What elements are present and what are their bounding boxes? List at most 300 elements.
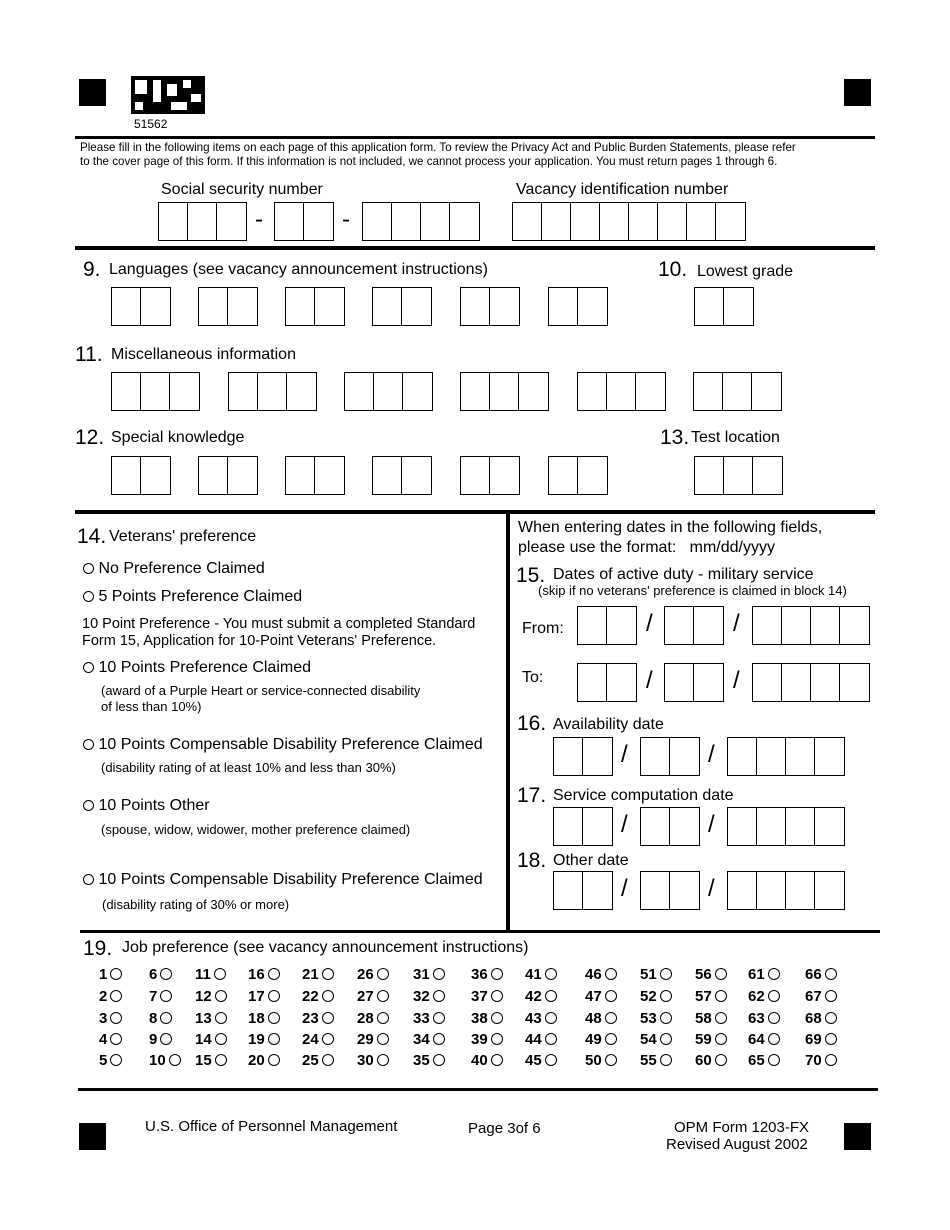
to-day-field[interactable]: [664, 663, 724, 702]
other-label: 10 Points Other: [98, 797, 210, 814]
job-choice-39[interactable]: [471, 1031, 503, 1048]
date-slash: /: [621, 811, 628, 838]
job-choice-label: 33: [413, 1010, 430, 1027]
q17-number: 17.: [517, 784, 547, 807]
job-choice-label: 36: [471, 966, 488, 983]
job-choice-63[interactable]: [748, 1010, 780, 1027]
radio-button[interactable]: [322, 968, 334, 980]
date-slash: /: [733, 667, 740, 694]
q11-label: Miscellaneous information: [111, 346, 296, 363]
radio-button[interactable]: [545, 1054, 557, 1066]
job-choice-label: 28: [357, 1010, 374, 1027]
job-choice-22[interactable]: [302, 988, 334, 1005]
radio-button[interactable]: [322, 1033, 334, 1045]
job-choice-48[interactable]: [585, 1010, 617, 1027]
job-choice-1[interactable]: [99, 966, 122, 983]
q18-number: 18.: [517, 849, 547, 872]
languages-field-1[interactable]: [111, 287, 171, 326]
job-choice-label: 42: [525, 988, 542, 1005]
radio-button[interactable]: [768, 968, 780, 980]
job-choice-27[interactable]: [357, 988, 389, 1005]
job-choice-64[interactable]: [748, 1031, 780, 1048]
other-date-day-field[interactable]: [640, 871, 700, 910]
job-choice-66[interactable]: [805, 966, 837, 983]
q17-label: Service computation date: [553, 787, 734, 804]
radio-button[interactable]: [660, 990, 672, 1002]
radio-button[interactable]: [825, 1033, 837, 1045]
job-choice-33[interactable]: [413, 1010, 445, 1027]
radio-button[interactable]: [545, 968, 557, 980]
radio-button[interactable]: [545, 1033, 557, 1045]
radio-button[interactable]: [715, 1033, 727, 1045]
job-choice-label: 61: [748, 966, 765, 983]
job-choice-54[interactable]: [640, 1031, 672, 1048]
radio-button[interactable]: [491, 1054, 503, 1066]
radio-button[interactable]: [660, 968, 672, 980]
radio-button[interactable]: [110, 1033, 122, 1045]
job-choice-69[interactable]: [805, 1031, 837, 1048]
job-choice-label: 69: [805, 1031, 822, 1048]
job-choice-6[interactable]: [149, 966, 172, 983]
job-choice-30[interactable]: [357, 1052, 389, 1069]
radio-button[interactable]: [83, 874, 94, 885]
job-choice-label: 57: [695, 988, 712, 1005]
job-choice-23[interactable]: [302, 1010, 334, 1027]
radio-button[interactable]: [322, 1012, 334, 1024]
availability-day-field[interactable]: [640, 737, 700, 776]
languages-field-5[interactable]: [460, 287, 520, 326]
radio-button[interactable]: [768, 990, 780, 1002]
instructions-line-2: to the cover page of this form. If this information is not included, we cannot process your application. You must return pages 1 through 6.: [80, 155, 778, 168]
service-comp-month-field[interactable]: [553, 807, 613, 846]
footer-agency: U.S. Office of Personnel Management: [145, 1118, 398, 1135]
radio-button[interactable]: [83, 591, 94, 602]
job-choice-68[interactable]: [805, 1010, 837, 1027]
radio-button[interactable]: [83, 739, 94, 750]
radio-button[interactable]: [433, 968, 445, 980]
radio-button[interactable]: [377, 990, 389, 1002]
job-choice-3[interactable]: [99, 1010, 122, 1027]
date-format-intro-1: When entering dates in the following fields,: [518, 519, 823, 536]
radio-button[interactable]: [605, 1012, 617, 1024]
radio-button[interactable]: [268, 1012, 280, 1024]
misc-info-field-2[interactable]: [228, 372, 317, 411]
q13-label: Test location: [691, 429, 780, 446]
radio-button[interactable]: [768, 1033, 780, 1045]
job-choice-12[interactable]: [195, 988, 227, 1005]
job-choice-38[interactable]: [471, 1010, 503, 1027]
job-choice-67[interactable]: [805, 988, 837, 1005]
job-choice-9[interactable]: [149, 1031, 172, 1048]
languages-field-4[interactable]: [372, 287, 432, 326]
registration-mark: [79, 79, 106, 106]
radio-button[interactable]: [768, 1054, 780, 1066]
ssn-label: Social security number: [161, 181, 323, 198]
radio-button[interactable]: [605, 1033, 617, 1045]
misc-info-field-6[interactable]: [693, 372, 782, 411]
footer-form-name: OPM Form 1203-FX: [674, 1119, 810, 1136]
job-choice-36[interactable]: [471, 966, 503, 983]
radio-button[interactable]: [377, 1012, 389, 1024]
instructions-line-1: Please fill in the following items on each page of this application form. To review the Privacy Act and Public Burden Statements, please refer: [80, 141, 796, 154]
q12-label: Special knowledge: [111, 429, 245, 446]
job-choice-70[interactable]: [805, 1052, 837, 1069]
from-month-field[interactable]: [577, 606, 637, 645]
radio-button[interactable]: [433, 1033, 445, 1045]
from-year-field[interactable]: [752, 606, 870, 645]
special-knowledge-field-3[interactable]: [285, 456, 345, 495]
job-choice-label: 8: [149, 1010, 158, 1027]
job-choice-40[interactable]: [471, 1052, 503, 1069]
radio-button[interactable]: [110, 968, 122, 980]
vacancy-label: Vacancy identification number: [516, 181, 729, 198]
availability-month-field[interactable]: [553, 737, 613, 776]
job-choice-label: 20: [248, 1052, 265, 1069]
job-choice-label: 6: [149, 966, 158, 983]
job-choice-57[interactable]: [695, 988, 727, 1005]
q14-label: Veterans' preference: [109, 528, 257, 545]
job-choice-16[interactable]: [248, 966, 280, 983]
job-choice-label: 46: [585, 966, 602, 983]
radio-button[interactable]: [660, 1033, 672, 1045]
job-choice-26[interactable]: [357, 966, 389, 983]
divider: [75, 136, 875, 139]
q12-number: 12.: [75, 426, 105, 449]
job-choice-37[interactable]: [471, 988, 503, 1005]
job-choice-label: 24: [302, 1031, 319, 1048]
job-choice-label: 30: [357, 1052, 374, 1069]
radio-button[interactable]: [268, 990, 280, 1002]
job-choice-label: 2: [99, 988, 108, 1005]
compensable-low-option[interactable]: [83, 736, 483, 754]
job-choice-55[interactable]: [640, 1052, 672, 1069]
service-comp-year-field[interactable]: [727, 807, 845, 846]
radio-button[interactable]: [491, 968, 503, 980]
job-choice-label: 34: [413, 1031, 430, 1048]
job-choice-62[interactable]: [748, 988, 780, 1005]
ssn-field-part-2[interactable]: [274, 202, 334, 241]
date-slash: /: [646, 610, 653, 637]
date-format-intro-2: please use the format: mm/dd/yyyy: [518, 539, 775, 556]
compensable-high-option[interactable]: [83, 871, 483, 889]
special-knowledge-field-5[interactable]: [460, 456, 520, 495]
job-choice-label: 49: [585, 1031, 602, 1048]
job-choice-label: 29: [357, 1031, 374, 1048]
job-choice-45[interactable]: [525, 1052, 557, 1069]
special-knowledge-field-1[interactable]: [111, 456, 171, 495]
job-choice-label: 4: [99, 1031, 108, 1048]
job-choice-31[interactable]: [413, 966, 445, 983]
other-desc: (spouse, widow, widower, mother preference claimed): [101, 822, 411, 837]
radio-button[interactable]: [605, 990, 617, 1002]
special-knowledge-field-2[interactable]: [198, 456, 258, 495]
radio-button[interactable]: [215, 1012, 227, 1024]
q13-number: 13.: [660, 426, 690, 449]
divider: [75, 246, 875, 250]
job-choice-19[interactable]: [248, 1031, 280, 1048]
service-comp-day-field[interactable]: [640, 807, 700, 846]
misc-info-field-1[interactable]: [111, 372, 200, 411]
special-knowledge-field-4[interactable]: [372, 456, 432, 495]
job-choice-label: 37: [471, 988, 488, 1005]
radio-button[interactable]: [491, 1033, 503, 1045]
radio-button[interactable]: [715, 1054, 727, 1066]
radio-button[interactable]: [215, 1033, 227, 1045]
radio-button[interactable]: [660, 1012, 672, 1024]
job-choice-65[interactable]: [748, 1052, 780, 1069]
job-choice-29[interactable]: [357, 1031, 389, 1048]
job-choice-label: 44: [525, 1031, 542, 1048]
job-choice-label: 5: [99, 1052, 108, 1069]
five-points-option[interactable]: [83, 588, 302, 606]
radio-button[interactable]: [322, 1054, 334, 1066]
job-choice-label: 22: [302, 988, 319, 1005]
form-barcode: [131, 76, 205, 114]
radio-button[interactable]: [215, 990, 227, 1002]
job-choice-label: 65: [748, 1052, 765, 1069]
radio-button[interactable]: [83, 800, 94, 811]
no-preference-option[interactable]: [83, 560, 265, 578]
radio-button[interactable]: [83, 563, 94, 574]
ssn-field-part-1[interactable]: [158, 202, 247, 241]
date-slash: /: [708, 741, 715, 768]
q10-number: 10.: [658, 258, 688, 281]
from-label: From:: [522, 620, 564, 637]
radio-button[interactable]: [160, 968, 172, 980]
page-number: 3: [507, 1120, 516, 1137]
job-choice-43[interactable]: [525, 1010, 557, 1027]
radio-button[interactable]: [715, 968, 727, 980]
radio-button[interactable]: [491, 990, 503, 1002]
radio-button[interactable]: [160, 1033, 172, 1045]
job-choice-label: 13: [195, 1010, 212, 1027]
to-label: To:: [522, 669, 544, 686]
job-choice-21[interactable]: [302, 966, 334, 983]
job-choice-label: 14: [195, 1031, 212, 1048]
job-choice-label: 52: [640, 988, 657, 1005]
q14-number: 14.: [77, 525, 107, 548]
job-choice-32[interactable]: [413, 988, 445, 1005]
job-choice-7[interactable]: [149, 988, 172, 1005]
job-choice-14[interactable]: [195, 1031, 227, 1048]
job-choice-52[interactable]: [640, 988, 672, 1005]
compensable-high-desc: (disability rating of 30% or more): [102, 897, 290, 912]
job-choice-label: 12: [195, 988, 212, 1005]
job-choice-label: 41: [525, 966, 542, 983]
radio-button[interactable]: [825, 1054, 837, 1066]
radio-button[interactable]: [433, 1054, 445, 1066]
job-choice-label: 40: [471, 1052, 488, 1069]
radio-button[interactable]: [715, 1012, 727, 1024]
job-choice-8[interactable]: [149, 1010, 172, 1027]
job-choice-5[interactable]: [99, 1052, 122, 1069]
divider: [75, 510, 875, 514]
date-slash: /: [708, 811, 715, 838]
job-choice-label: 32: [413, 988, 430, 1005]
job-choice-label: 23: [302, 1010, 319, 1027]
q9-label: Languages (see vacancy announcement instructions): [109, 261, 488, 278]
job-choice-label: 25: [302, 1052, 319, 1069]
radio-button[interactable]: [660, 1054, 672, 1066]
vacancy-id-field[interactable]: [512, 202, 746, 241]
job-choice-41[interactable]: [525, 966, 557, 983]
q15-number: 15.: [516, 564, 546, 587]
job-choice-2[interactable]: [99, 988, 122, 1005]
job-choice-15[interactable]: [195, 1052, 227, 1069]
q15-note: (skip if no veterans' preference is claimed in block 14): [538, 583, 847, 598]
ten-points-option[interactable]: [83, 659, 311, 677]
radio-button[interactable]: [715, 990, 727, 1002]
job-choice-label: 16: [248, 966, 265, 983]
ssn-dash: -: [255, 206, 263, 233]
job-choice-label: 18: [248, 1010, 265, 1027]
job-choice-label: 50: [585, 1052, 602, 1069]
job-choice-label: 67: [805, 988, 822, 1005]
radio-button[interactable]: [268, 968, 280, 980]
job-choice-17[interactable]: [248, 988, 280, 1005]
radio-button[interactable]: [160, 1012, 172, 1024]
job-choice-10[interactable]: [149, 1052, 181, 1069]
radio-button[interactable]: [377, 968, 389, 980]
job-choice-18[interactable]: [248, 1010, 280, 1027]
job-choice-label: 59: [695, 1031, 712, 1048]
radio-button[interactable]: [268, 1033, 280, 1045]
radio-button[interactable]: [169, 1054, 181, 1066]
from-day-field[interactable]: [664, 606, 724, 645]
radio-button[interactable]: [825, 1012, 837, 1024]
job-choice-label: 64: [748, 1031, 765, 1048]
job-choice-label: 39: [471, 1031, 488, 1048]
radio-button[interactable]: [160, 990, 172, 1002]
radio-button[interactable]: [768, 1012, 780, 1024]
job-choice-44[interactable]: [525, 1031, 557, 1048]
job-choice-46[interactable]: [585, 966, 617, 983]
registration-mark: [79, 1123, 106, 1150]
radio-button[interactable]: [825, 990, 837, 1002]
page-suffix: of 6: [515, 1120, 541, 1137]
other-date-year-field[interactable]: [727, 871, 845, 910]
radio-button[interactable]: [268, 1054, 280, 1066]
job-choice-label: 62: [748, 988, 765, 1005]
radio-button[interactable]: [322, 990, 334, 1002]
job-choice-24[interactable]: [302, 1031, 334, 1048]
job-choice-59[interactable]: [695, 1031, 727, 1048]
compensable-high-label: 10 Points Compensable Disability Preference Claimed: [98, 871, 483, 888]
ten-point-note-2: Form 15, Application for 10-Point Veterans' Preference.: [82, 633, 437, 649]
radio-button[interactable]: [110, 1054, 122, 1066]
ten-points-label: 10 Points Preference Claimed: [98, 659, 312, 676]
job-choice-53[interactable]: [640, 1010, 672, 1027]
radio-button[interactable]: [83, 662, 94, 673]
compensable-low-label: 10 Points Compensable Disability Preference Claimed: [98, 736, 483, 753]
radio-button[interactable]: [605, 968, 617, 980]
misc-info-field-5[interactable]: [577, 372, 666, 411]
languages-field-2[interactable]: [198, 287, 258, 326]
job-choice-34[interactable]: [413, 1031, 445, 1048]
job-choice-label: 53: [640, 1010, 657, 1027]
ten-points-desc-1: (award of a Purple Heart or service-connected disability: [101, 683, 421, 698]
radio-button[interactable]: [433, 990, 445, 1002]
job-choice-4[interactable]: [99, 1031, 122, 1048]
other-option[interactable]: [83, 797, 210, 815]
job-choice-label: 63: [748, 1010, 765, 1027]
job-choice-label: 38: [471, 1010, 488, 1027]
job-choice-13[interactable]: [195, 1010, 227, 1027]
misc-info-field-3[interactable]: [344, 372, 433, 411]
no-preference-label: No Preference Claimed: [98, 560, 265, 577]
q9-number: 9.: [83, 258, 101, 281]
job-choice-label: 45: [525, 1052, 542, 1069]
job-choice-label: 56: [695, 966, 712, 983]
radio-button[interactable]: [214, 968, 226, 980]
misc-info-field-4[interactable]: [460, 372, 549, 411]
radio-button[interactable]: [110, 1012, 122, 1024]
q19-label: Job preference (see vacancy announcement instructions): [122, 939, 529, 956]
footer-revised: Revised August 2002: [666, 1136, 808, 1153]
registration-mark: [844, 1123, 871, 1150]
job-choice-56[interactable]: [695, 966, 727, 983]
ten-points-desc-2: of less than 10%): [101, 699, 202, 714]
other-date-month-field[interactable]: [553, 871, 613, 910]
q16-number: 16.: [517, 712, 547, 735]
job-choice-47[interactable]: [585, 988, 617, 1005]
radio-button[interactable]: [491, 1012, 503, 1024]
to-month-field[interactable]: [577, 663, 637, 702]
job-choice-58[interactable]: [695, 1010, 727, 1027]
job-choice-42[interactable]: [525, 988, 557, 1005]
q11-number: 11.: [75, 343, 103, 366]
radio-button[interactable]: [605, 1054, 617, 1066]
job-choice-28[interactable]: [357, 1010, 389, 1027]
radio-button[interactable]: [433, 1012, 445, 1024]
date-slash: /: [708, 875, 715, 902]
job-choice-label: 48: [585, 1010, 602, 1027]
job-choice-label: 35: [413, 1052, 430, 1069]
job-choice-51[interactable]: [640, 966, 672, 983]
to-year-field[interactable]: [752, 663, 870, 702]
special-knowledge-field-6[interactable]: [548, 456, 608, 495]
job-choice-49[interactable]: [585, 1031, 617, 1048]
job-choice-label: 54: [640, 1031, 657, 1048]
radio-button[interactable]: [825, 968, 837, 980]
job-choice-11[interactable]: [195, 966, 226, 983]
radio-button[interactable]: [215, 1054, 227, 1066]
job-choice-50[interactable]: [585, 1052, 617, 1069]
test-location-field[interactable]: [694, 456, 783, 495]
languages-field-3[interactable]: [285, 287, 345, 326]
languages-field-6[interactable]: [548, 287, 608, 326]
job-choice-label: 9: [149, 1031, 158, 1048]
page-prefix: Page: [468, 1120, 504, 1137]
q16-label: Availability date: [553, 716, 664, 733]
job-choice-61[interactable]: [748, 966, 780, 983]
radio-button[interactable]: [545, 1012, 557, 1024]
radio-button[interactable]: [545, 990, 557, 1002]
ssn-field-part-3[interactable]: [362, 202, 480, 241]
job-choice-20[interactable]: [248, 1052, 280, 1069]
availability-year-field[interactable]: [727, 737, 845, 776]
ten-point-note-1: 10 Point Preference - You must submit a completed Standard: [82, 616, 476, 632]
lowest-grade-field[interactable]: [694, 287, 754, 326]
job-choice-35[interactable]: [413, 1052, 445, 1069]
registration-mark: [844, 79, 871, 106]
job-choice-60[interactable]: [695, 1052, 727, 1069]
job-choice-25[interactable]: [302, 1052, 334, 1069]
radio-button[interactable]: [110, 990, 122, 1002]
radio-button[interactable]: [377, 1054, 389, 1066]
divider: [80, 930, 880, 933]
radio-button[interactable]: [377, 1033, 389, 1045]
